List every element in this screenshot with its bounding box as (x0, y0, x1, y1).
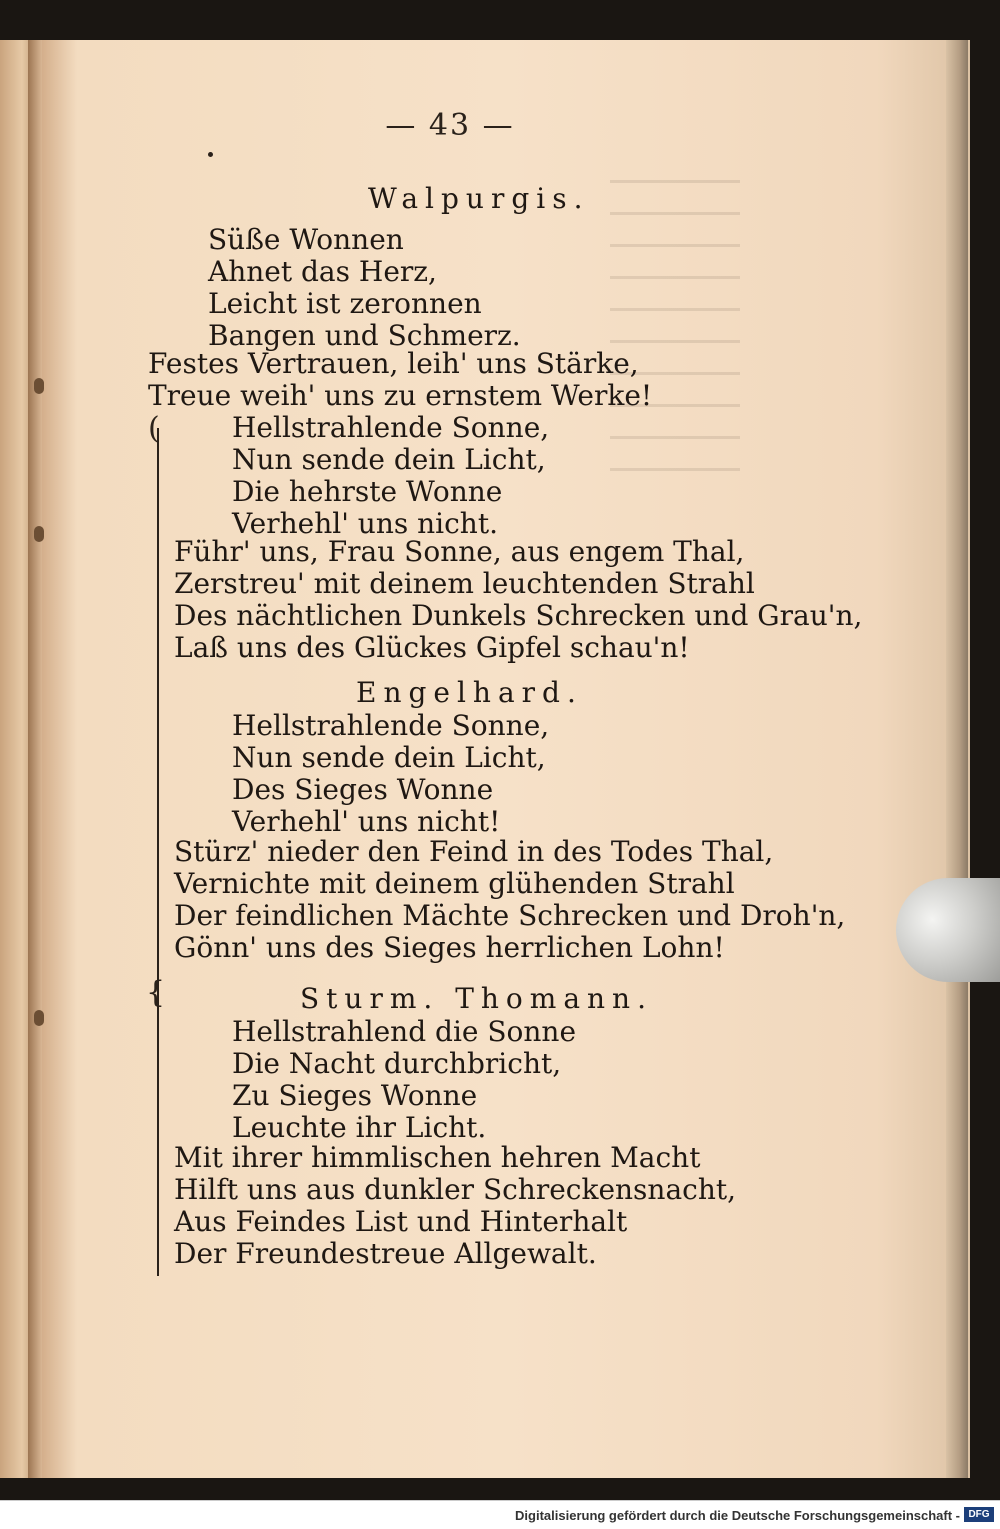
verse-line: Verhehl' uns nicht. (232, 507, 498, 540)
verse-line: Der feindlichen Mächte Schrecken und Droh'n, (174, 899, 846, 932)
verse-line: Nun sende dein Licht, (232, 443, 546, 476)
verse-line: Der Freundestreue Allgewalt. (174, 1237, 597, 1270)
verse-line: Hellstrahlende Sonne, (232, 709, 550, 742)
binding-hole (34, 1010, 44, 1026)
verse-line: Mit ihrer himmlischen hehren Macht (174, 1141, 701, 1174)
verse-line: Hellstrahlende Sonne, (232, 411, 550, 444)
verse-line: Gönn' uns des Sieges herrlichen Lohn! (174, 931, 725, 964)
verse-bracket-top: ( (148, 411, 160, 446)
page-edge (946, 40, 968, 1478)
verse-line: Des nächtlichen Dunkels Schrecken und Grau'n, (174, 599, 863, 632)
verse-line: Die hehrste Wonne (232, 475, 503, 508)
verse-bracket (157, 428, 159, 1276)
verse-line: Zerstreu' mit deinem leuchtenden Strahl (174, 567, 755, 600)
verse-line: Aus Feindes List und Hinterhalt (174, 1205, 628, 1238)
verse-line: Zu Sieges Wonne (232, 1079, 478, 1112)
digitization-credit: Digitalisierung gefördert durch die Deutsche Forschungsgemeinschaft - (515, 1508, 960, 1523)
binding-hole (34, 526, 44, 542)
book-spine (28, 40, 42, 1478)
verse-line: Nun sende dein Licht, (232, 741, 546, 774)
verse-bracket-mid: { (146, 975, 166, 1010)
verse-line: Laß uns des Glückes Gipfel schau'n! (174, 631, 690, 664)
page-number: — 43 — (385, 108, 515, 143)
digitization-credit-bar (0, 1500, 1000, 1529)
verse-line: Leuchte ihr Licht. (232, 1111, 487, 1144)
verse-line: Des Sieges Wonne (232, 773, 494, 806)
verse-line: Vernichte mit deinem glühenden Strahl (174, 867, 735, 900)
verse-line: Hellstrahlend die Sonne (232, 1015, 577, 1048)
verse-line: Stürz' nieder den Feind in des Todes Thal, (174, 835, 774, 868)
section-heading-walpurgis: Walpurgis. (368, 182, 590, 215)
verse-line: Hilft uns aus dunkler Schreckensnacht, (174, 1173, 737, 1206)
section-heading-sturm-thomann: Sturm. Thomann. (300, 982, 653, 1015)
verse-line: Verhehl' uns nicht! (232, 805, 501, 838)
verse-line: Süße Wonnen (208, 223, 404, 256)
binding-hole (34, 378, 44, 394)
ink-dot (208, 152, 213, 157)
verse-line: Die Nacht durchbricht, (232, 1047, 562, 1080)
verse-line: Treue weih' uns zu ernstem Werke! (148, 379, 653, 412)
section-heading-engelhard: Engelhard. (356, 676, 583, 709)
verse-line: Festes Vertrauen, leih' uns Stärke, (148, 347, 639, 380)
verse-line: Bangen und Schmerz. (208, 319, 521, 352)
verse-line: Leicht ist zeronnen (208, 287, 482, 320)
page-clip-icon (896, 878, 1000, 982)
verse-line: Führ' uns, Frau Sonne, aus engem Thal, (174, 535, 745, 568)
dfg-logo: DFG (964, 1507, 994, 1522)
verse-line: Ahnet das Herz, (208, 255, 437, 288)
